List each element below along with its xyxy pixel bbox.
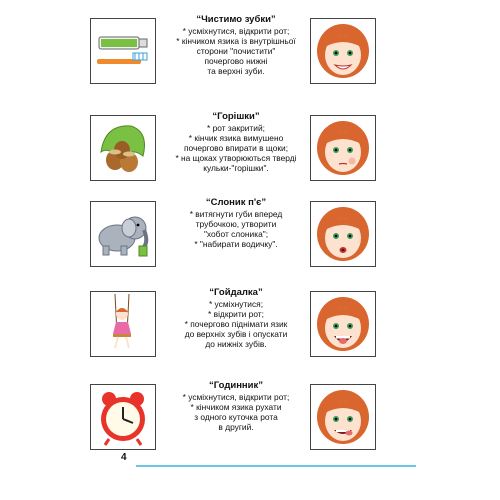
exercise-row-4	[0, 287, 500, 367]
exercise-row-2	[0, 111, 500, 191]
instruction-line: * почергово піднімати язик	[184, 319, 288, 329]
exercise-title: “Чистимо зубки”	[196, 14, 276, 25]
exercise-text	[168, 287, 304, 349]
instruction-line: почергово впирати в щоки;	[183, 143, 289, 153]
instruction-line: та верхні зуби.	[207, 66, 265, 76]
exercise-row-1	[0, 14, 500, 94]
exercise-text	[168, 380, 304, 432]
instruction-line: * усміхнутися, відкрити рот;	[182, 26, 290, 36]
instruction-line: * на щоках утворюються тверді	[175, 153, 297, 163]
instruction-line: почергово нижні	[204, 56, 268, 66]
girl-face-picture	[310, 18, 376, 84]
instruction-line: * "набирати водичку".	[194, 239, 278, 249]
exercise-text	[168, 111, 304, 173]
girl-face-picture	[310, 291, 376, 357]
exercise-row-5	[0, 380, 500, 460]
girl-face-picture	[310, 384, 376, 450]
girl-face-picture	[310, 201, 376, 267]
instruction-line: * рот закритий;	[207, 123, 265, 133]
exercise-text	[168, 197, 304, 249]
instruction-line: до нижніх зубів.	[205, 339, 267, 349]
exercise-title: “Слоник п'є”	[205, 197, 267, 208]
alarm-clock-picture	[90, 384, 156, 450]
instruction-line: "хобот слоника";	[203, 229, 269, 239]
exercise-title: “Годинник”	[208, 380, 264, 391]
instruction-line: з одного куточка рота	[194, 412, 278, 422]
instruction-line: * кінчиком язика із внутрішньої	[176, 36, 296, 46]
instruction-line: * витягнути губи вперед	[189, 209, 283, 219]
instruction-line: до верхніх зубів і опускати	[184, 329, 288, 339]
instruction-line: сторони "почистити"	[196, 46, 276, 56]
exercise-title: “Гойдалка”	[209, 287, 263, 298]
instruction-line: * усміхнутися;	[208, 299, 264, 309]
exercise-text	[168, 14, 304, 76]
instruction-line: * кінчиком язика рухати	[190, 402, 282, 412]
instruction-line: трубочкою, утворити	[195, 219, 277, 229]
footer-divider	[136, 465, 416, 467]
instruction-line: * кінчик язика вимушено	[188, 133, 284, 143]
page-number: 4	[121, 452, 127, 463]
instruction-line: кульки-"горішки".	[203, 163, 269, 173]
hazelnuts-picture	[90, 115, 156, 181]
toothbrush-picture	[90, 18, 156, 84]
instruction-line: * усміхнутися, відкрити рот;	[182, 392, 290, 402]
instruction-line: * відкрити рот;	[208, 309, 264, 319]
exercise-row-3	[0, 197, 500, 277]
swing-picture	[90, 291, 156, 357]
elephant-picture	[90, 201, 156, 267]
girl-face-picture	[310, 115, 376, 181]
exercise-title: “Горішки”	[212, 111, 260, 122]
instruction-line: в другий.	[218, 422, 254, 432]
